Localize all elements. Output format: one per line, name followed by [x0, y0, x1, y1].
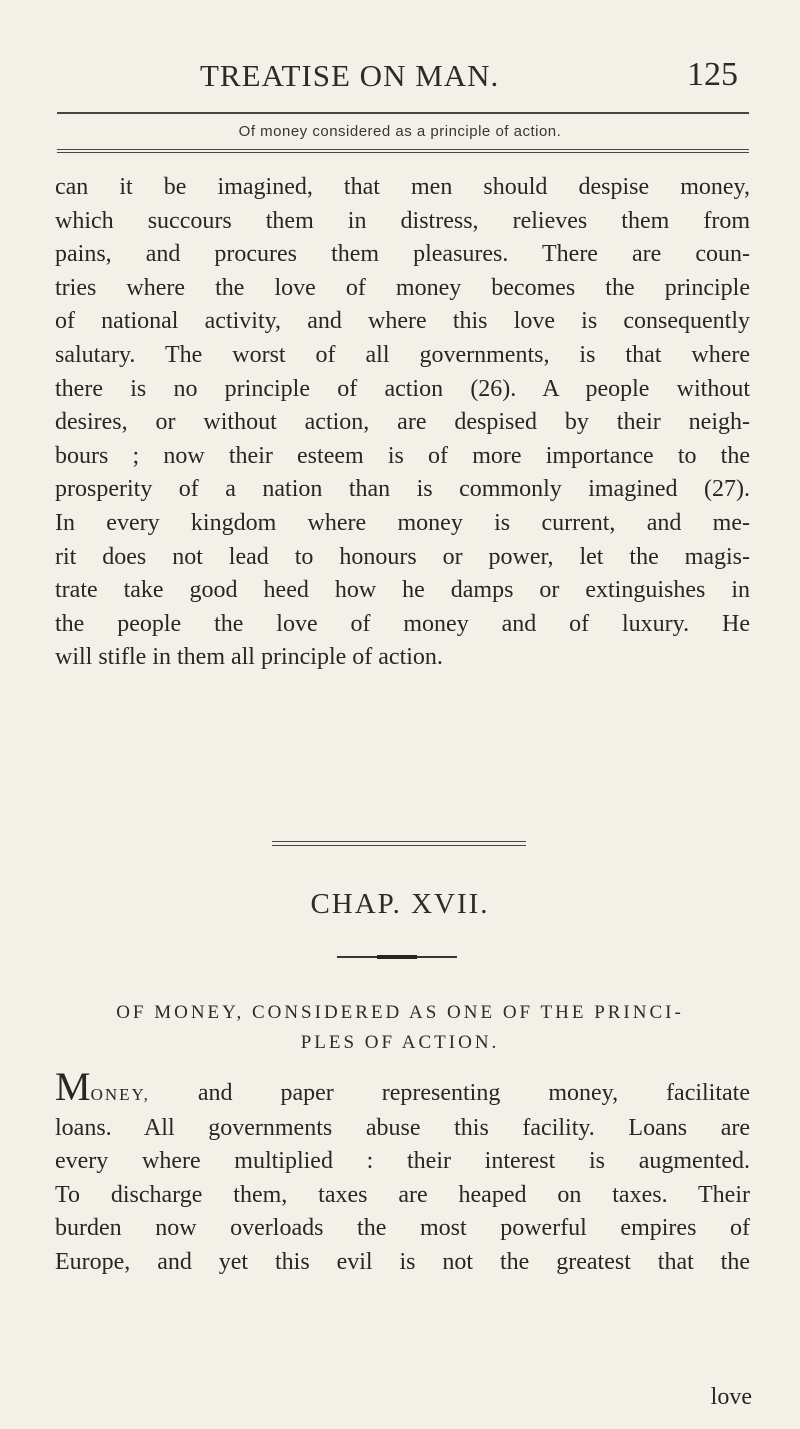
chapter-heading: CHAP. XVII.: [310, 888, 490, 920]
header-rule-bottom-1: [57, 149, 749, 150]
text-line: can it be imagined, that men should despise money,: [55, 174, 750, 200]
running-head: [0, 58, 800, 108]
paragraph-1: [55, 171, 750, 675]
text-line: pains, and procures them pleasures. There are coun-: [55, 241, 750, 268]
text-line: trate take good heed how he damps or extinguishes in: [55, 577, 750, 604]
chapter-ornament: [337, 955, 457, 959]
first-line-rest: and paper representing money, facilitate: [149, 1080, 750, 1106]
text-line: the people the love of money and of luxury. He: [55, 610, 750, 637]
text-line-first: [55, 1064, 750, 1112]
header-rule-bottom-2: [57, 152, 749, 153]
page-number: 125: [687, 56, 738, 93]
text-line: desires, or without action, are despised by their neigh-: [55, 409, 750, 436]
running-title: TREATISE ON MAN.: [200, 58, 500, 93]
catchword: love: [710, 1384, 752, 1410]
header-rule-top: [57, 112, 749, 114]
chapter-rule-2: [272, 845, 526, 846]
drop-cap: M: [55, 1064, 91, 1109]
chapter-rule-1: [272, 841, 526, 842]
text-line: there is no principle of action (26). A people without: [55, 375, 750, 402]
text-line: will stifle in them all principle of action.: [55, 644, 443, 671]
text-line: every where multiplied : their interest is augmented.: [55, 1148, 750, 1175]
chapter-subtitle-line-1: OF MONEY, CONSIDERED AS ONE OF THE PRINCI-: [116, 1002, 684, 1023]
chapter-subtitle: [0, 998, 800, 1058]
chapter-subtitle-line-2: PLES OF ACTION.: [300, 1032, 500, 1053]
text-line: loans. All governments abuse this facility. Loans are: [55, 1114, 750, 1141]
text-line: tries where the love of money becomes the principle: [55, 274, 750, 301]
text-line: which succours them in distress, relieves them from: [55, 207, 750, 234]
text-line: Europe, and yet this evil is not the greatest that the: [55, 1248, 750, 1275]
text-line: To discharge them, taxes are heaped on taxes. Their: [55, 1181, 750, 1208]
text-line: burden now overloads the most powerful empires of: [55, 1215, 750, 1242]
text-line: rit does not lead to honours or power, let the magis-: [55, 543, 750, 570]
text-line: bours ; now their esteem is of more importance to the: [55, 442, 750, 469]
text-line: salutary. The worst of all governments, is that where: [55, 341, 750, 368]
text-line: of national activity, and where this love is consequently: [55, 308, 750, 335]
ornament-center: [377, 955, 417, 959]
text-line: In every kingdom where money is current, and me-: [55, 509, 750, 536]
paragraph-2: [55, 1064, 750, 1280]
text-line: prosperity of a nation than is commonly imagined (27).: [55, 476, 750, 503]
section-subhead: Of money considered as a principle of action.: [238, 123, 562, 140]
small-caps-word: ONEY,: [90, 1085, 150, 1104]
